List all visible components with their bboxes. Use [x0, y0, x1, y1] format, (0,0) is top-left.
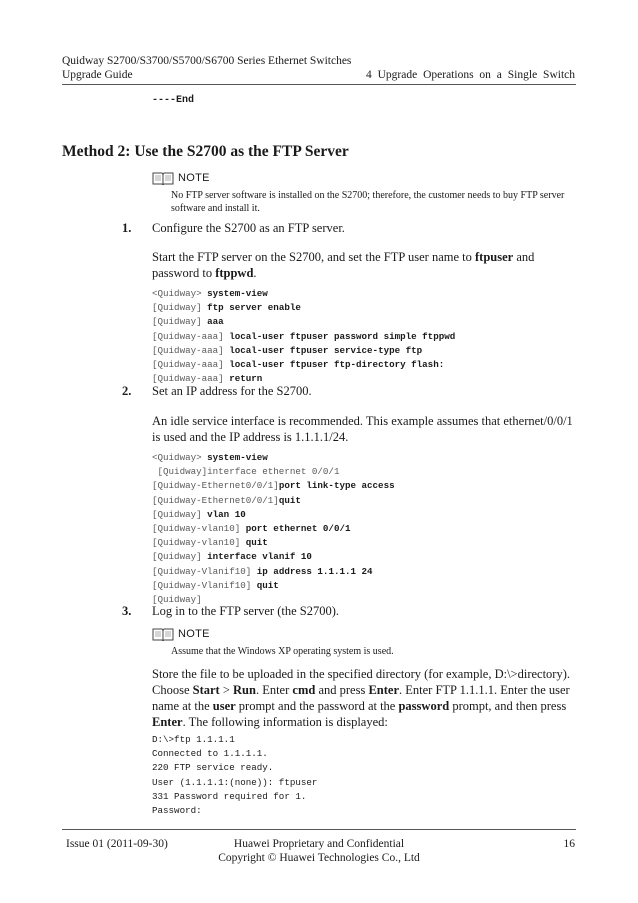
- footer-copyright: Copyright © Huawei Technologies Co., Ltd: [218, 852, 420, 864]
- code-prompt: [Quidway]: [152, 302, 202, 314]
- code-prompt: [Quidway-Ethernet0/0/1]: [152, 480, 279, 492]
- code-prompt: <Quidway>: [152, 288, 202, 299]
- bold-term: cmd: [292, 683, 316, 697]
- step-2: [122, 384, 312, 399]
- code-command: system-view: [201, 452, 268, 463]
- text-run: Store the file to be uploaded in the specified directory (for example, D:\>directory). Choose: [152, 667, 571, 697]
- step-title: Set an IP address for the S2700.: [152, 384, 312, 398]
- bold-term: Start: [192, 683, 220, 697]
- password: ftppwd: [215, 266, 254, 280]
- output-line: D:\>ftp 1.1.1.1: [152, 734, 235, 745]
- code-command: system-view: [201, 288, 268, 299]
- code-command: port link-type access: [278, 480, 395, 492]
- step-2-paragraph: An idle service interface is recommended. This example assumes that ethernet/0/0/1 is used and the IP address is 1.1.1.1/24.: [152, 414, 573, 444]
- code-prompt: [Quidway-aaa]: [152, 344, 224, 356]
- output-line: Connected to 1.1.1.1.: [152, 748, 268, 760]
- note-block: [152, 170, 571, 215]
- text-run: . The following information is displayed:: [182, 715, 388, 729]
- code-prompt: [Quidway]: [152, 594, 202, 606]
- code-prompt: [Quidway-Ethernet0/0/1]: [152, 494, 279, 506]
- code-command: interface vlanif 10: [201, 551, 312, 563]
- footer-issue: Issue 01 (2011-09-30): [66, 838, 168, 850]
- code-command: quit: [240, 537, 268, 549]
- step-title: Log in to the FTP server (the S2700).: [152, 604, 340, 618]
- section-title: Method 2: Use the S2700 as the FTP Server: [62, 143, 349, 160]
- code-command: aaa: [201, 316, 224, 328]
- step-1-paragraph: [152, 249, 577, 281]
- text-run: >: [219, 683, 234, 697]
- output-line: User (1.1.1.1:(none)): ftpuser: [152, 776, 318, 788]
- code-prompt: [Quidway]: [152, 316, 202, 328]
- step-3-paragraph: [152, 666, 577, 730]
- text-run: . Enter FTP 1.1.1.1. Enter the user name at the: [152, 683, 570, 713]
- code-prompt: [Quidway-aaa]: [152, 373, 224, 385]
- note-book-icon: [152, 627, 174, 641]
- text-run: prompt and the password at the: [235, 699, 399, 713]
- bold-term: password: [398, 699, 450, 713]
- step-number: 2.: [122, 384, 132, 398]
- note-label: NOTE: [178, 172, 210, 184]
- end-marker: ----End: [152, 95, 195, 106]
- code-prompt: [Quidway-Vlanif10]: [152, 565, 252, 577]
- note-book-icon: [152, 171, 174, 185]
- code-prompt: [Quidway-Vlanif10]: [152, 579, 252, 591]
- code-prompt: [Quidway]interface ethernet 0/0/1: [152, 466, 340, 478]
- code-command: quit: [278, 494, 301, 506]
- header-rule: [62, 84, 576, 85]
- bold-term: Enter: [368, 683, 400, 697]
- footer-page-number: 16: [563, 838, 575, 850]
- code-block-ip-address: [152, 451, 395, 607]
- note-text: No FTP server software is installed on the S2700; therefore, the customer needs to buy FTP server software and install it.: [171, 190, 565, 214]
- code-line: [152, 451, 395, 465]
- code-command: ftp server enable: [201, 302, 301, 314]
- code-line: [152, 287, 455, 301]
- code-line: [152, 358, 455, 372]
- code-prompt: <Quidway>: [152, 452, 202, 463]
- step-3: [122, 604, 339, 619]
- note-block: [152, 626, 571, 658]
- code-command: return: [223, 373, 263, 385]
- text-run: Start the FTP server on the S2700, and set the FTP user name to: [152, 250, 475, 264]
- header-chapter: 4 Upgrade Operations on a Single Switch: [366, 69, 575, 81]
- code-command: ip address 1.1.1.1 24: [251, 565, 373, 577]
- bold-term: Enter: [152, 715, 183, 729]
- header-product-line: Quidway S2700/S3700/S5700/S6700 Series Ethernet Switches: [62, 55, 352, 67]
- code-block-config-ftp: [152, 287, 455, 386]
- code-line: [152, 579, 395, 593]
- step-title: Configure the S2700 as an FTP server.: [152, 221, 345, 235]
- code-command: quit: [251, 579, 279, 591]
- user-name: ftpuser: [475, 250, 514, 264]
- code-prompt: [Quidway]: [152, 551, 202, 563]
- output-line: 220 FTP service ready.: [152, 762, 274, 774]
- code-prompt: [Quidway-vlan10]: [152, 537, 241, 549]
- code-line: [152, 536, 395, 550]
- code-line: [152, 522, 395, 536]
- text-run: . Enter: [255, 683, 293, 697]
- code-line: [152, 330, 455, 344]
- bold-term: user: [212, 699, 236, 713]
- bold-term: Run: [233, 683, 256, 697]
- text-run: and password to: [152, 250, 535, 280]
- code-prompt: [Quidway-aaa]: [152, 359, 224, 371]
- step-number: 3.: [122, 604, 132, 618]
- note-text: Assume that the Windows XP operating system is used.: [171, 646, 394, 657]
- code-line: [152, 344, 455, 358]
- code-line: [152, 565, 395, 579]
- step-number: 1.: [122, 221, 132, 235]
- code-command: local-user ftpuser service-type ftp: [223, 344, 423, 356]
- header-guide-title: Upgrade Guide: [62, 69, 133, 81]
- code-prompt: [Quidway-aaa]: [152, 330, 224, 342]
- text-run: prompt, and then press: [449, 699, 567, 713]
- text-run: .: [253, 266, 257, 280]
- footer-confidential: Huawei Proprietary and Confidential: [233, 838, 405, 850]
- code-line: [152, 479, 395, 493]
- output-line: 331 Password required for 1.: [152, 790, 307, 802]
- code-command: local-user ftpuser ftp-directory flash:: [223, 359, 445, 371]
- code-line: [152, 315, 455, 329]
- code-line: [152, 550, 395, 564]
- code-line: [152, 508, 395, 522]
- code-command: vlan 10: [201, 508, 246, 520]
- text-run: and press: [315, 683, 369, 697]
- code-prompt: [Quidway]: [152, 508, 202, 520]
- code-command: port ethernet 0/0/1: [240, 523, 351, 535]
- code-prompt: [Quidway-vlan10]: [152, 523, 241, 535]
- code-block-ftp-login: [152, 733, 317, 818]
- code-line: [152, 494, 395, 508]
- note-label: NOTE: [178, 628, 210, 640]
- code-command: local-user ftpuser password simple ftppwd: [223, 330, 456, 342]
- footer-rule: [62, 829, 576, 830]
- code-line: [152, 465, 395, 479]
- output-line: Password:: [152, 805, 202, 817]
- step-1: [122, 221, 345, 236]
- code-line: [152, 301, 455, 315]
